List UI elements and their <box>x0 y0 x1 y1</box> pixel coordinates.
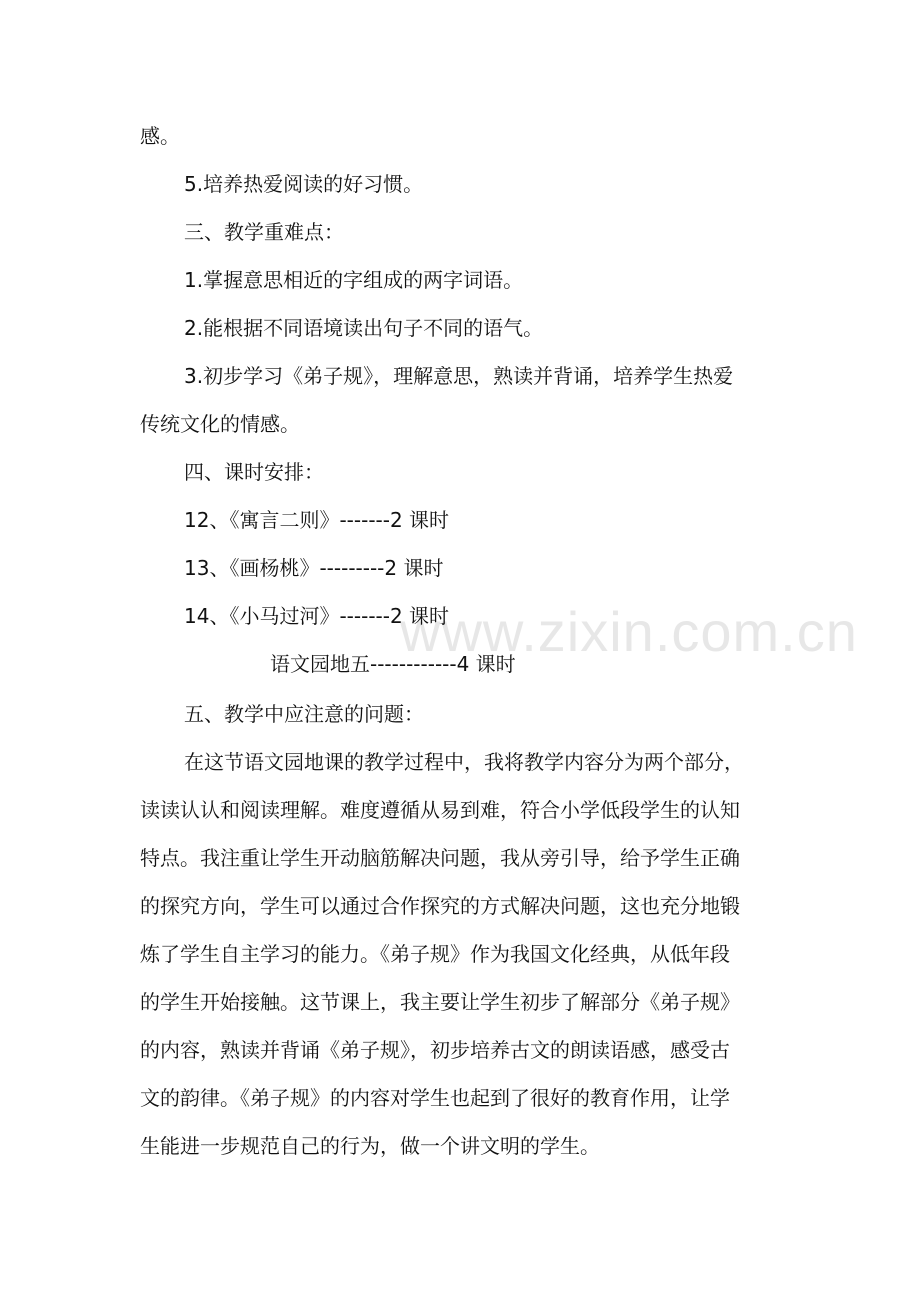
key-point-2: 2.能根据不同语境读出句子不同的语气。 <box>184 316 544 340</box>
paragraph-line: 的探究方向，学生可以通过合作探究的方式解决问题，这也充分地锻 <box>140 894 740 918</box>
paragraph-line: 特点。我注重让学生开动脑筋解决问题，我从旁引导，给予学生正确 <box>140 846 740 870</box>
watermark: www.zixin.com.cn <box>400 600 858 663</box>
paragraph-line: 读读认认和阅读理解。难度遵循从易到难，符合小学低段学生的认知 <box>140 798 740 822</box>
key-point-3: 3.初步学习《弟子规》，理解意思，熟读并背诵，培养学生热爱 <box>184 364 734 388</box>
schedule-item-garden: 语文园地五------------4 课时 <box>270 652 516 676</box>
key-point-1: 1.掌握意思相近的字组成的两字词语。 <box>184 268 524 292</box>
paragraph-line: 文的韵律。《弟子规》的内容对学生也起到了很好的教育作用，让学 <box>140 1086 730 1110</box>
paragraph-line: 的学生开始接触。这节课上，我主要让学生初步了解部分《弟子规》 <box>140 990 740 1014</box>
schedule-item-13: 13、《画杨桃》---------2 课时 <box>184 556 444 580</box>
section-heading-5: 五、教学中应注意的问题： <box>184 702 424 726</box>
paragraph-line: 炼了学生自主学习的能力。《弟子规》作为我国文化经典，从低年段 <box>140 942 730 966</box>
section-heading-3: 三、教学重难点： <box>184 220 344 244</box>
section-heading-4: 四、课时安排： <box>184 460 324 484</box>
objective-5: 5.培养热爱阅读的好习惯。 <box>184 172 424 196</box>
paragraph-line: 的内容，熟读并背诵《弟子规》，初步培养古文的朗读语感，感受古 <box>140 1038 730 1062</box>
key-point-3-continued: 传统文化的情感。 <box>140 412 300 436</box>
paragraph-line: 生能进一步规范自己的行为，做一个讲文明的学生。 <box>140 1134 600 1158</box>
schedule-item-14: 14、《小马过河》-------2 课时 <box>184 604 450 628</box>
text-line-continuation: 感。 <box>140 124 180 148</box>
paragraph-line: 在这节语文园地课的教学过程中，我将教学内容分为两个部分， <box>184 750 744 774</box>
schedule-item-12: 12、《寓言二则》-------2 课时 <box>184 508 450 532</box>
